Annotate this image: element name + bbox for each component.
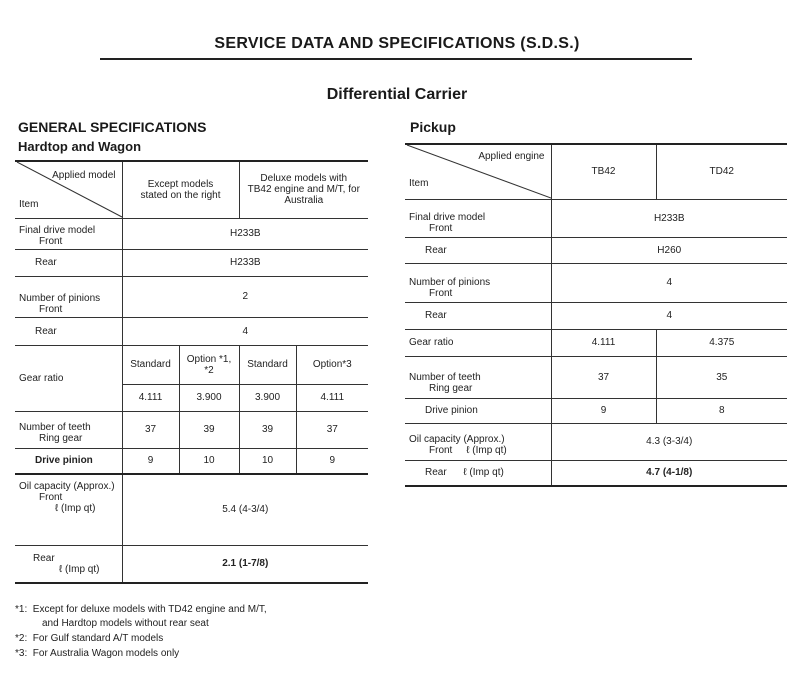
oil-front-label: Front (39, 492, 63, 503)
footnote-mark: *2: (15, 633, 28, 644)
ring-value: 37 (551, 356, 656, 398)
pinion-value: 8 (656, 398, 787, 423)
final-drive-front-value: H233B (122, 218, 368, 249)
oil-front-label (409, 445, 547, 456)
oil-unit-label: ℓ (Imp qt) (463, 467, 504, 479)
section-title: Differential Carrier (326, 86, 468, 103)
gr-value: 4.111 (296, 384, 368, 411)
oil-unit-label: ℓ (Imp qt) (59, 563, 100, 575)
pinions-front-value: 4 (551, 263, 787, 302)
footnote-3 (15, 648, 179, 659)
final-drive-rear-label: Rear (405, 237, 551, 263)
gr-value: 3.900 (239, 384, 296, 411)
pinions-front-label (15, 276, 122, 317)
ring-gear-label-cell (405, 356, 551, 398)
gr-value: 3.900 (179, 384, 239, 411)
pinions-label: Number of pinions (409, 276, 491, 288)
general-spec-table (15, 160, 368, 584)
ring-gear-label-cell (15, 411, 122, 448)
pinion-value: 10 (239, 448, 296, 474)
footnote-1-cont: and Hardtop models without rear seat (42, 618, 209, 629)
gr-header: Option*3 (296, 345, 368, 384)
oil-front-label-cell (405, 423, 551, 460)
oil-unit-label: ℓ (Imp qt) (55, 503, 96, 514)
final-drive-rear-value: H233B (122, 249, 368, 276)
ring-gear-label: Ring gear (39, 432, 83, 444)
footnote-text: For Australia Wagon models only (32, 648, 180, 659)
applied-model-label: Applied model (52, 170, 116, 181)
final-drive-front-label (405, 199, 551, 237)
header-diagonal-cell (405, 144, 551, 199)
pinion-value: 9 (296, 448, 368, 474)
general-heading: GENERAL SPECIFICATIONS (18, 119, 207, 135)
front-label: Front (39, 235, 63, 247)
final-drive-rear-value: H260 (551, 237, 787, 263)
applied-engine-label: Applied engine (478, 151, 545, 162)
col-deluxe-models: Deluxe models with TB42 engine and M/T, for Australia (239, 161, 368, 218)
oil-capacity-label: Oil capacity (Approx.) (19, 481, 115, 492)
pickup-heading: Pickup (410, 119, 456, 135)
title-rule (100, 58, 692, 60)
front-label: Front (39, 303, 63, 315)
pinions-front-label (405, 263, 551, 302)
pickup-spec-table (405, 143, 787, 487)
item-label: Item (19, 198, 39, 210)
oil-rear-label: Rear (33, 552, 55, 564)
footnote-mark: *1: (15, 604, 28, 615)
gr-header: Standard (239, 345, 296, 384)
ring-value: 39 (179, 411, 239, 448)
front-label: Front (429, 222, 453, 234)
front-label: Front (429, 287, 453, 299)
ring-value: 37 (296, 411, 368, 448)
final-drive-rear-label: Rear (15, 249, 122, 276)
col-except-models: Except models stated on the right (122, 161, 239, 218)
gr-header: Option *1, *2 (179, 345, 239, 384)
item-label: Item (409, 177, 429, 189)
col-td42: TD42 (656, 144, 787, 199)
pinion-value: 10 (179, 448, 239, 474)
gear-ratio-label: Gear ratio (15, 345, 122, 411)
drive-pinion-label: Drive pinion (405, 398, 551, 423)
pinions-rear-value: 4 (551, 302, 787, 329)
pinion-value: 9 (551, 398, 656, 423)
footnote-1 (15, 604, 267, 615)
footnote-text: For Gulf standard A/T models (32, 633, 164, 644)
pinion-value: 9 (122, 448, 179, 474)
oil-front-value: 5.4 (4-3/4) (122, 474, 368, 545)
footnote-2 (15, 633, 163, 644)
oil-rear-label-cell (15, 545, 122, 583)
oil-rear-label-cell (405, 460, 551, 486)
gear-ratio-label: Gear ratio (405, 329, 551, 356)
final-drive-label: Final drive model (409, 211, 486, 223)
footnote-mark: *3: (15, 648, 28, 659)
col-tb42: TB42 (551, 144, 656, 199)
pinions-rear-label: Rear (405, 302, 551, 329)
gr-header: Standard (122, 345, 179, 384)
ring-value: 37 (122, 411, 179, 448)
teeth-label: Number of teeth (19, 421, 91, 433)
page-title: SERVICE DATA AND SPECIFICATIONS (S.D.S.) (214, 35, 580, 52)
oil-rear-value: 2.1 (1-7/8) (122, 545, 368, 583)
oil-front-label-cell (15, 474, 122, 545)
oil-rear-value: 4.7 (4-1/8) (551, 460, 787, 486)
oil-front-text: Front (429, 444, 453, 456)
pinions-rear-label: Rear (15, 317, 122, 345)
oil-rear-text: Rear (425, 467, 447, 479)
general-subheading: Hardtop and Wagon (18, 139, 142, 154)
gr-value: 4.375 (656, 329, 787, 356)
final-drive-front-label (15, 218, 122, 249)
final-drive-front-value: H233B (551, 199, 787, 237)
pinions-rear-value: 4 (122, 317, 368, 345)
final-drive-label: Final drive model (19, 224, 96, 236)
drive-pinion-label: Drive pinion (15, 448, 122, 474)
ring-gear-label: Ring gear (429, 382, 473, 394)
pinions-front-value: 2 (122, 276, 368, 317)
pinions-label: Number of pinions (19, 292, 101, 304)
footnote-text: Except for deluxe models with TD42 engine and M/T, (32, 604, 267, 615)
oil-unit-label: ℓ (Imp qt) (466, 444, 507, 456)
gr-value: 4.111 (551, 329, 656, 356)
oil-front-value: 4.3 (3-3/4) (551, 423, 787, 460)
oil-capacity-label: Oil capacity (Approx.) (409, 433, 505, 445)
ring-value: 39 (239, 411, 296, 448)
header-diagonal-cell (15, 161, 122, 218)
ring-value: 35 (656, 356, 787, 398)
gr-value: 4.111 (122, 384, 179, 411)
teeth-label: Number of teeth (409, 371, 481, 383)
